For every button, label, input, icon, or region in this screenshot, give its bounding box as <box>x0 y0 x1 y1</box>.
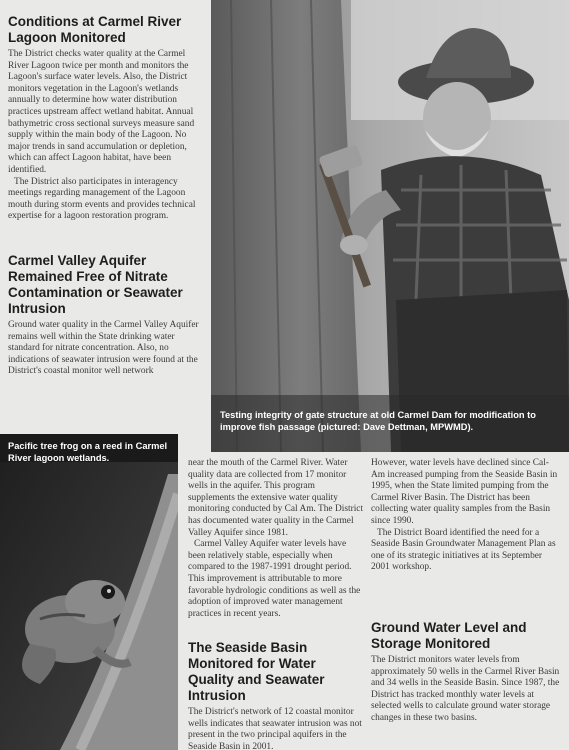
aquifer-paragraph-1: Ground water quality in the Carmel Valley Aquifer remains well within the State drinking water standard for nitrate concentration. Also, no indications of seawater intrusion were found at the District's coastal monitor well network <box>8 319 199 377</box>
groundwater-section <box>371 620 561 725</box>
left-column <box>8 14 200 378</box>
seaside-section <box>188 640 364 750</box>
right-column <box>371 458 561 574</box>
aquifer-paragraph-1-continued: near the mouth of the Carmel River. Water quality data are collected from 17 monitor wells in the aquifer. This program supplements the extensive water quality monitoring conducted by Cal Am. The District has documented water quality in the Carmel Valley Aquifer since 1981. <box>188 458 364 538</box>
aquifer-paragraph-2: Carmel Valley Aquifer water levels have been relatively stable, especially when compared to the 1987-1991 drought period. This improvement is attributable to more favorable hydrologic conditions as well as the adoption of improved water management practices in recent years. <box>188 539 361 619</box>
groundwater-heading: Ground Water Level and Storage Monitored <box>371 620 527 651</box>
seaside-heading: The Seaside Basin Monitored for Water Quality and Seawater Intrusion <box>188 640 325 703</box>
lagoon-paragraph-2: The District also participates in interagency meetings regarding management of the Lagoon mouth during storm events and provides technical expertise for a lagoon restoration program. <box>8 176 196 222</box>
tree-frog-photo <box>0 434 178 750</box>
seaside-paragraph-2: However, water levels have declined since Cal-Am increased pumping from the Seaside Basin in 1995, when the State limited pumping from the Carmel River Basin. The District has been collecting water quality samples from the Basin since 1990. <box>371 458 558 526</box>
lagoon-paragraph-1: The District checks water quality at the Carmel River Lagoon twice per month and monitors the Lagoon's surface water levels. Also, the District monitors vegetation in the Lagoon's wetlands annually to determine how water distribution practices upstream affect wetland habitat. Annual bathymetric cross sectional surveys measure sand supply within the main body of the Lagoon. No major trends in sand accumulation or depletion, which can affect Lagoon habitat, have been identified. <box>8 49 195 175</box>
middle-column <box>188 458 364 620</box>
seaside-paragraph-1: The District's network of 12 coastal monitor wells indicates that seawater intrusion was not present in the two principal aquifers in the Seaside Basin in 2001. <box>188 707 362 750</box>
aquifer-heading: Carmel Valley Aquifer Remained Free of Nitrate Contamination or Seawater Intrusion <box>8 252 183 316</box>
groundwater-paragraph-1: The District monitors water levels from approximately 50 wells in the Carmel River Basin and 34 wells in the Seaside Basin. Since 1987, the District has tracked monthly water levels at selected wells to calculate ground water storage changes in these two basins. <box>371 655 560 723</box>
photo-caption-dam: Testing integrity of gate structure at old Carmel Dam for modification to improve fish passage (pictured: Dave Dettman, MPWMD). <box>220 410 536 432</box>
photo-caption-frog: Pacific tree frog on a reed in Carmel River lagoon wetlands. <box>8 441 168 463</box>
lagoon-heading: Conditions at Carmel River Lagoon Monitored <box>8 14 182 45</box>
dam-inspection-photo <box>211 0 569 452</box>
seaside-paragraph-3: The District Board identified the need for a Seaside Basin Groundwater Management Plan as one of its strategic initiatives at its September 2001 workshop. <box>371 527 556 573</box>
